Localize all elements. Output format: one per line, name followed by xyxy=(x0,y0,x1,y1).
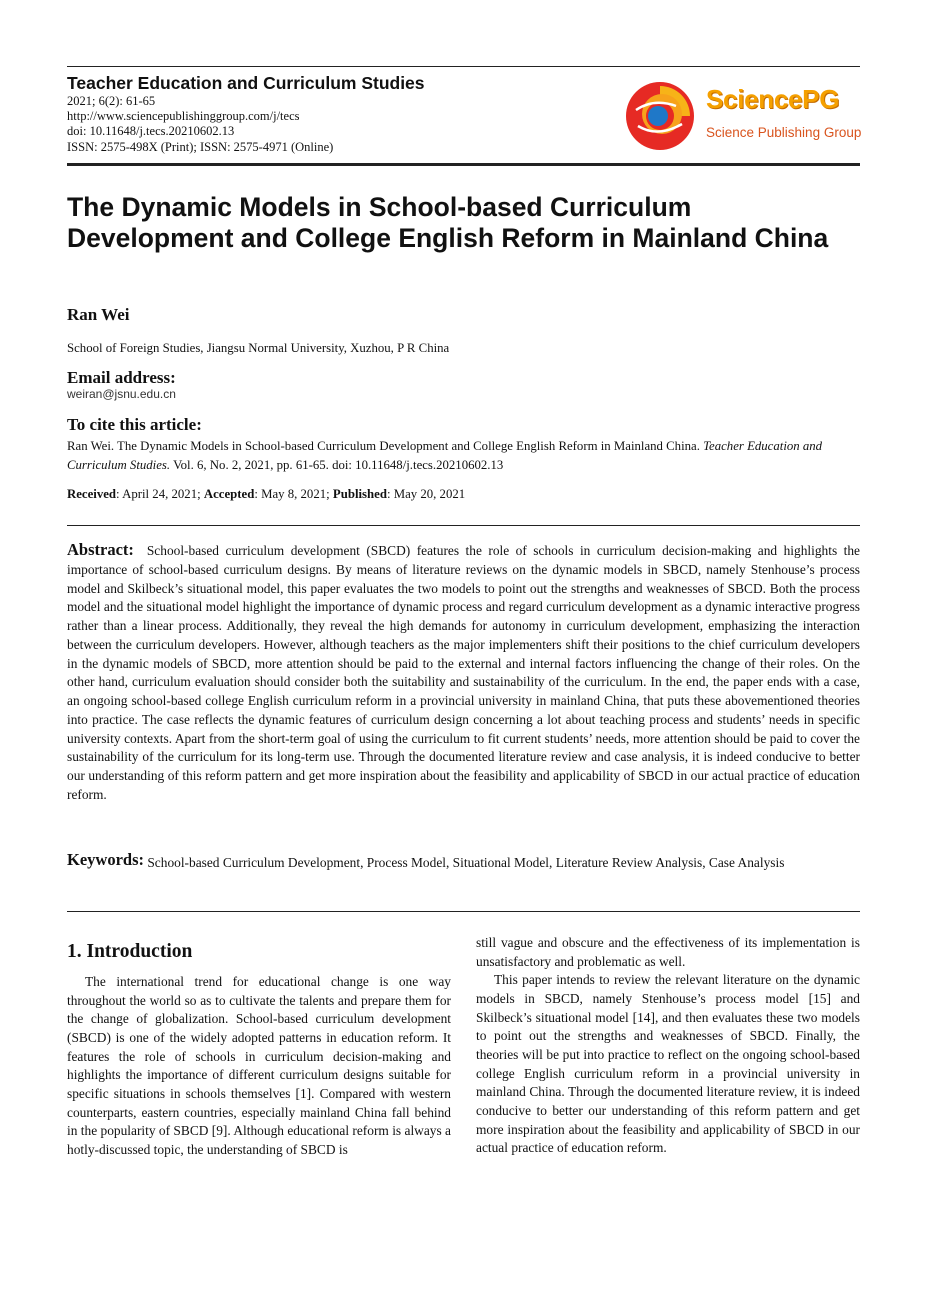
citation-details: Vol. 6, No. 2, 2021, pp. 61-65. doi: 10.11648/j.tecs.20210602.13 xyxy=(173,458,504,472)
abstract-top-rule xyxy=(67,525,860,526)
accepted-date: : May 8, 2021; xyxy=(254,487,333,501)
intro-paragraph-2: This paper intends to review the relevant literature on the dynamic models in SBCD, namely Stenhouse’s process model [15] and Skilbeck’s situational model [14], and then evaluates these two models to point out the strengths and weaknesses of SBCD. Finally, the theories will be put into practice to reflect on the ongoing school-based college English curriculum reform in a provincial university in mainland China. Through the documented literature review, it is indeed conducive to better our understanding of this reform pattern and get more inspiration about the feasibility and applicability of SBCD in our actual practice of education reform. xyxy=(476,972,860,1156)
received-label: Received xyxy=(67,487,117,501)
keywords-text: School-based Curriculum Development, Process Model, Situational Model, Literature Review Analysis, Case Analysis xyxy=(147,855,785,870)
sciencepg-logo xyxy=(624,80,864,152)
abstract xyxy=(67,541,860,805)
logo-subtitle: Science Publishing Group xyxy=(706,125,862,140)
citation xyxy=(67,437,860,475)
intro-paragraph-1-continued: still vague and obscure and the effectiveness of its implementation is unsatisfactory and problematic as well. xyxy=(476,935,860,969)
published-label: Published xyxy=(332,487,387,501)
email-heading: Email address: xyxy=(67,368,176,387)
abstract-label: Abstract: xyxy=(67,540,134,559)
journal-name: Teacher Education and Curriculum Studies xyxy=(67,73,425,93)
publication-dates xyxy=(67,487,465,502)
author-email[interactable]: weiran@jsnu.edu.cn xyxy=(67,387,176,401)
accepted-label: Accepted xyxy=(203,487,255,501)
journal-url[interactable]: http://www.sciencepublishinggroup.com/j/tecs xyxy=(67,109,300,124)
section-heading-introduction: 1. Introduction xyxy=(67,941,193,962)
volume-line: 2021; 6(2): 61-65 xyxy=(67,94,156,108)
author-name: Ran Wei xyxy=(67,305,130,324)
journal-issn: ISSN: 2575-498X (Print); ISSN: 2575-4971 (Online) xyxy=(67,139,334,154)
keywords-bottom-rule xyxy=(67,911,860,912)
citation-main: Ran Wei. The Dynamic Models in School-based Curriculum Development and College English Reform in Mainland China. xyxy=(67,439,700,453)
keywords xyxy=(67,850,860,872)
cite-heading: To cite this article: xyxy=(67,415,202,434)
journal-doi: doi: 10.11648/j.tecs.20210602.13 xyxy=(67,124,235,139)
logo-wordmark: SciencePG xyxy=(706,84,840,114)
paper-title: The Dynamic Models in School-based Curriculum Development and College English Reform in Mainland China xyxy=(67,192,829,253)
received-date: : April 24, 2021; xyxy=(116,487,204,501)
author-affiliation: School of Foreign Studies, Jiangsu Normal University, Xuzhou, P R China xyxy=(67,341,450,355)
body-column-left xyxy=(67,939,451,1160)
journal-info xyxy=(67,72,587,155)
abstract-text: School-based curriculum development (SBCD) features the role of schools in curriculum decision-making and highlights the importance of school-based curriculum designs. By means of literature reviews on the dynamic models in SBCD, namely Stenhouse’s process model and Skilbeck’s situational model, this paper evaluates the two models to point out the strengths and weaknesses of SBCD. Both the process model and the situational model highlight the importance of dynamic process and regard curriculum development as a dynamic interactive progress rather than a linear process. Additionally, they reveal the high demands for autonomy in curriculum development, emphasizing the interaction between the curriculum developers. However, although teachers as the major implementers shift their positions to the chief curriculum developers in the dynamic models of SBCD, more attention should be paid to the external and internal factors influencing the change of their roles. On the other hand, curriculum evaluation should consider both the suitability and sustainability of the curriculum. In the end, the paper ends with a case, an ongoing school-based college English curriculum reform in a provincial university in mainland China, that puts these abovementioned theories into practice. The case reflects the dynamic features of curriculum design concerning a lot about teaching process and students’ needs in specific university contexts. Apart from the short-term goal of using the curriculum to fit current students’ needs, more attention should be paid to cover the sustainability of the curriculum for its long-term use. Through the documented literature review and case analysis, it is indeed conducive to better our understanding of this reform pattern and get more inspiration about the feasibility and applicability of SBCD in our actual practice of education reform. xyxy=(67,543,860,802)
body-column-right xyxy=(476,934,860,1158)
sciencepg-emblem-icon xyxy=(624,80,696,152)
intro-paragraph-1: The international trend for educational change is one way throughout the world so as to cultivate the talents and prepare them for the change of globalization. School-based curriculum development (SBCD) is one of the widely adopted patterns in education reform. It features the role of schools in curriculum decision-making and highlights the importance of different curriculum designs suitable for specific situations in schools themselves [1]. Compared with western counterparts, eastern countries, especially mainland China fall behind in the popularity of SBCD [9]. Although educational reform is always a hotly-discussed topic, the understanding of SBCD is xyxy=(67,974,451,1157)
header-bottom-rule xyxy=(67,163,860,166)
citation-journal: Teacher Education and Curriculum Studies. xyxy=(67,439,823,472)
published-date: : May 20, 2021 xyxy=(386,487,466,501)
keywords-label: Keywords: xyxy=(67,850,144,869)
header-top-rule xyxy=(67,66,860,67)
